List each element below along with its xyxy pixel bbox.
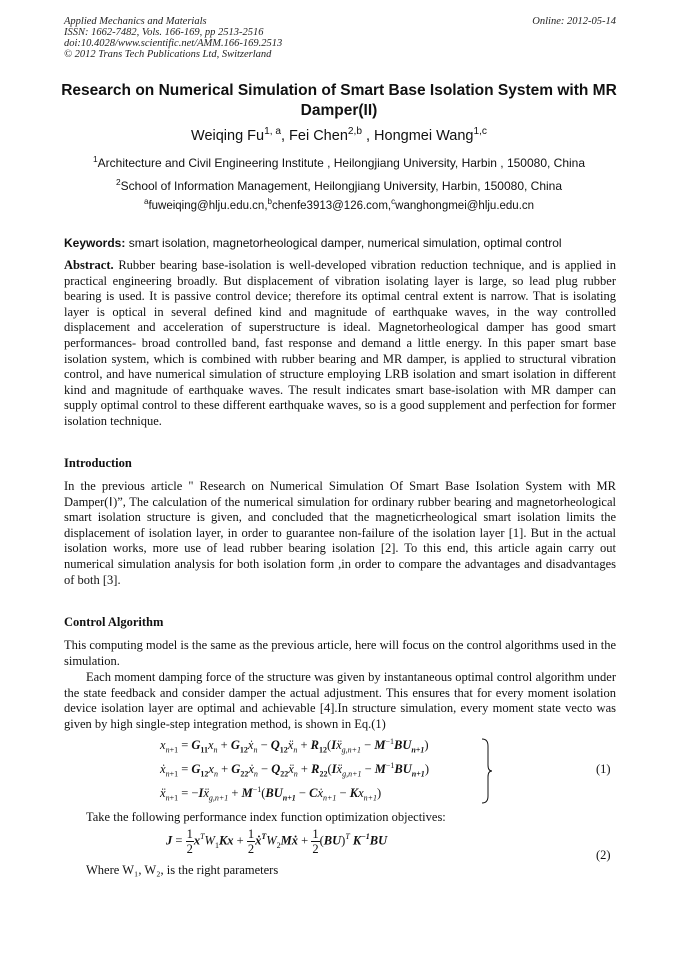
equation-2-number: (2) xyxy=(596,848,611,862)
affiliation-sup: 2 xyxy=(115,177,121,187)
author-affil-sup: 1,c xyxy=(473,126,487,138)
control-paragraph-4: Where W₁, W₂, is the right parameters xyxy=(86,863,279,877)
control-paragraph-2: Each moment damping force of the structure was given by instantaneous optimal control algorithm under the state feedback and consider damper the actual adjustment. This ensures that for every moment isolation device isolation layer are optimal and achievable [4].In structure simulation, every moment state vecto was given by high single-step integration method, is shown in Eq.(1) xyxy=(64,670,616,731)
affiliation-text: School of Information Management, Heilongjiang University, Harbin, 150080, China xyxy=(120,179,563,193)
abstract-label: Abstract. xyxy=(64,258,114,272)
email-link[interactable]: chenfe3913@126.com, xyxy=(272,200,392,212)
email-sup: c xyxy=(391,197,396,207)
equation-2: J = $\frac{1}{2}$ $x^TW_1Kx$ + $\frac{1}{2}$ $ẋ^TW_2Mẋ$ + $\frac{1}{2}$ (BU)$^T$ $K^{-1}BU$ xyxy=(166,827,388,856)
control-paragraph-3: Take the following performance index function optimization objectives: xyxy=(86,810,446,824)
email-link[interactable]: fuweiqing@hlju.edu.cn, xyxy=(148,200,268,212)
control-paragraph-1: This computing model is the same as the previous article, here will focus on the control algorithms used in the simulation. xyxy=(64,638,616,668)
issn-line: ISSN: 1662-7482, Vols. 166-169, pp 2513-2516 xyxy=(64,27,264,38)
author-name: , Hongmei Wang xyxy=(361,128,474,144)
affiliation-1 xyxy=(20,156,658,170)
equation-1-line-1: $x_{n+1} = G_{11}x_n$ + $G_{12}ẋ_n$ − $Q_{12}ẍ_n$ + $R_{12}(Iẍ_{g,n+1} - M^{-1}BU_{n+1})$ xyxy=(160,736,429,755)
abstract xyxy=(64,258,616,430)
abstract-text: Rubber bearing base-isolation is well-developed vibration reduction technique, and is applied in practical engineering broadly. But displacement of vibration isolating layer is large, so lead plug rubber bearing is used. It is passive control device; therefore its optimal central extent is narrow. That is isolating layer is optical in several defined kind and magnitude of earthquake waves, in the way controlled displacement and acceleration of superstructure is ideal. Magnetorheological damper has good smart performances- broad controlled band, fast response and demand a little energy. In this paper smart base isolation system, which is combined with rubber bearing and MR damper, is applied to structural vibration control, and have numerical simulation of structure employing LRB isolation and smart isolation in different kind and magnitude of earthquake waves. The result indicates smart base-isolation with MR damper can supply optimal control to these different earthquake waves, so is a good supplement and perfection for former isolation technique. xyxy=(64,258,616,428)
online-date: Online: 2012-05-14 xyxy=(532,16,616,27)
keywords-text: smart isolation, magnetorheological damper, numerical simulation, optimal control xyxy=(125,236,562,250)
author-affil-sup: 2,b xyxy=(347,126,362,138)
introduction-heading: Introduction xyxy=(64,456,132,470)
paper-title: Research on Numerical Simulation of Smart Base Isolation System with MR Damper(II) xyxy=(61,82,617,119)
author-line xyxy=(40,128,638,144)
introduction-paragraph: In the previous article " Research on Numerical Simulation Of Smart Base Isolation System with MR Damper(Ⅰ)”, The calculation of the numerical simulation for ordinary rubber bearing and magnetorheological smart isolation structure is given, and concluded that the magneticrheological smart isolation limits the displacement of isolation layer, in order to guarantee non-failure of the isolation layer [1]. But in the actual isolation works, more use of lead rubber bearing isolation [2]. To this end, this article again carry out numerical simulation analysis for both isolation form ,in order to compare the advantages and disadvantages of both [3]. xyxy=(64,479,616,587)
author-name: , Fei Chen xyxy=(280,128,348,144)
equation-1-number: (1) xyxy=(596,762,611,776)
affiliation-text: Architecture and Civil Engineering Institute , Heilongjiang University, Harbin , 150080, China xyxy=(97,156,586,170)
author-name: Weiqing Fu xyxy=(191,128,265,144)
control-algorithm-heading: Control Algorithm xyxy=(64,615,164,629)
copyright-line: © 2012 Trans Tech Publications Ltd, Switzerland xyxy=(64,49,272,60)
email-link[interactable]: wanghongmei@hlju.edu.cn xyxy=(395,200,535,212)
equation-1-brace xyxy=(480,738,494,804)
doi-line: doi:10.4028/www.scientific.net/AMM.166-169.2513 xyxy=(64,38,283,49)
journal-header xyxy=(64,16,616,60)
email-sup: b xyxy=(267,197,273,207)
keywords xyxy=(64,236,616,250)
affiliation-2 xyxy=(20,179,658,193)
author-affil-sup: 1, a xyxy=(264,126,281,138)
email-sup: a xyxy=(143,197,149,207)
journal-name: Applied Mechanics and Materials xyxy=(64,16,207,27)
equation-1-line-3: ẍ$_{n+1}$ = −Iẍ$_{g,n+1}$ + $M^{-1}(BU_{n+1}$ − Cẋ$_{n+1}$ − $Kx_{n+1}$) xyxy=(160,784,382,803)
keywords-label: Keywords: xyxy=(64,236,126,250)
email-line xyxy=(20,197,658,212)
equation-1-line-2: ẋ$_{n+1}$ = $G_{12}x_n$ + $G_{22}ẋ_n$ − $Q_{22}ẍ_n$ + $R_{22}(Iẍ_{g,n+1} - M^{-1}BU_{n+1})$ xyxy=(160,760,429,779)
affiliation-sup: 1 xyxy=(92,154,98,164)
